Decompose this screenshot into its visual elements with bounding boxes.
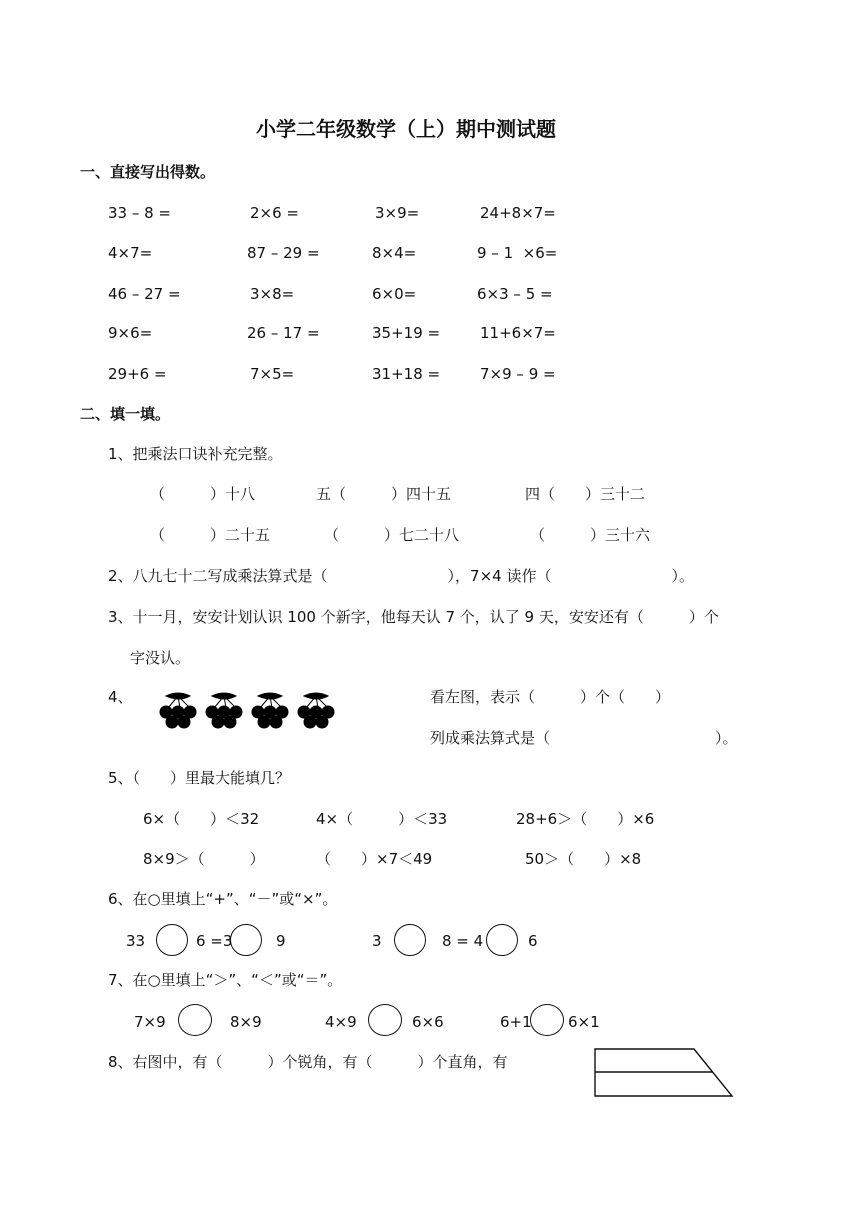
section1-heading: 一、直接写出得数。 [80,163,216,181]
q4-line2: 列成乘法算式是（ ）。 [430,729,738,747]
answer-circle[interactable] [230,924,262,956]
q1-text: 1、把乘法口诀补充完整。 [108,445,283,463]
calc-item: 26 – 17 = [247,324,320,342]
q4-number: 4、 [108,688,133,706]
q6-part: 33 [126,932,146,950]
q5-item: 6×（ ）＜32 [143,810,260,828]
calc-item: 11+6×7= [480,324,556,342]
q2-text: 2、八九七十二写成乘法算式是（ ），7×4 读作（ ）。 [108,567,694,585]
q6-text: 6、在○里填上“+”、“－”或“×”。 [108,890,338,908]
calc-item: 9 – 1 ×6= [477,244,558,262]
calc-item: 6×3 – 5 = [477,285,553,303]
calc-item: 7×5= [250,365,295,383]
q1-blank: （ ）三十六 [530,526,651,544]
q1-blank: 四（ ）三十二 [525,485,646,503]
calc-item: 3×8= [250,285,295,303]
q1-blank: （ ）十八 [150,485,256,503]
q8-text: 8、右图中，有（ ）个锐角，有（ ）个直角，有 [108,1053,508,1071]
section2-heading: 二、填一填。 [80,405,171,423]
answer-circle[interactable] [530,1004,564,1036]
trapezoid-figure [592,1046,736,1100]
calc-item: 4×7= [108,244,153,262]
q5-item: 8×9＞（ ） [143,850,265,868]
calc-item: 46 – 27 = [108,285,181,303]
cherries-illustration [158,690,344,730]
calc-item: 29+6 = [108,365,167,383]
q5-item: 28+6＞（ ）×6 [516,810,655,828]
q7-part: 4×9 [325,1013,357,1031]
q6-part: 8 = 4 [442,932,484,950]
answer-circle[interactable] [368,1004,402,1036]
q4-line1: 看左图，表示（ ）个（ ） [430,688,671,706]
cherry-bunch [252,693,288,728]
calc-item: 9×6= [108,324,153,342]
q6-part: 6 [528,932,538,950]
q5-item: 4×（ ）＜33 [316,810,448,828]
q6-part: 3 [372,932,382,950]
calc-item: 6×0= [372,285,417,303]
answer-circle[interactable] [486,924,518,956]
q5-item: （ ）×7＜49 [316,850,433,868]
calc-item: 31+18 = [372,365,441,383]
cherry-bunch [298,693,334,728]
q1-blank: （ ）二十五 [150,526,271,544]
q3-text-cont: 字没认。 [130,649,191,667]
q7-part: 6×1 [568,1013,600,1031]
q6-part: 6 =3 [196,932,233,950]
q7-part: 8×9 [230,1013,262,1031]
q7-text: 7、在○里填上“＞”、“＜”或“＝”。 [108,971,343,989]
q7-part: 6×6 [412,1013,444,1031]
calc-item: 3×9= [375,204,420,222]
calc-item: 8×4= [372,244,417,262]
page-title: 小学二年级数学（上）期中测试题 [256,117,556,141]
cherry-bunch [160,693,196,728]
q7-part: 6+1 [500,1013,532,1031]
calc-item: 7×9 – 9 = [480,365,556,383]
answer-circle[interactable] [156,924,188,956]
calc-item: 35+19 = [372,324,441,342]
q5-item: 50＞（ ）×8 [525,850,642,868]
answer-circle[interactable] [178,1004,212,1036]
answer-circle[interactable] [394,924,426,956]
q1-blank: （ ）七二十八 [324,526,460,544]
calc-item: 33 – 8 = [108,204,172,222]
calc-item: 24+8×7= [480,204,556,222]
calc-item: 2×6 = [250,204,299,222]
q5-text: 5、（ ）里最大能填几？ [108,769,291,787]
q3-text: 3、十一月，安安计划认识 100 个新字，他每天认 7 个，认了 9 天，安安还有（ ）个 [108,608,719,626]
q6-part: 9 [276,932,286,950]
cherry-bunch [206,693,242,728]
calc-item: 87 – 29 = [247,244,320,262]
q7-part: 7×9 [134,1013,166,1031]
q1-blank: 五（ ）四十五 [316,485,452,503]
